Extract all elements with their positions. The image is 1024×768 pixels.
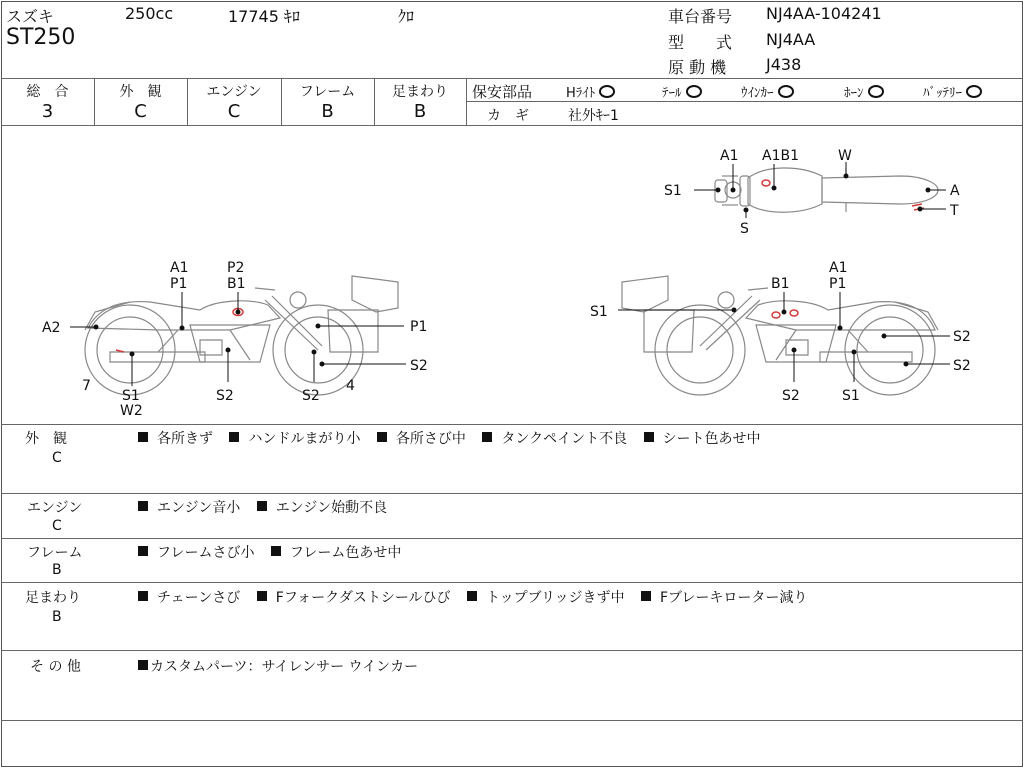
bullet-icon — [467, 591, 477, 601]
grade-frame-label: フレーム — [299, 84, 356, 100]
diagram-label: S1 — [664, 183, 682, 199]
bullet-icon — [257, 591, 267, 601]
note-item — [467, 590, 624, 606]
note-item-text: Fブレーキローター減り — [659, 590, 808, 606]
diagram-label: W — [838, 148, 852, 164]
note-item-text: フレーム色あせ中 — [289, 545, 402, 561]
grade-suspension: B — [413, 101, 427, 122]
safety-item-label: ﾊﾞｯﾃﾘｰ — [923, 86, 962, 101]
bullet-icon — [641, 591, 651, 601]
divider — [1, 493, 1022, 494]
diagram-label: A — [950, 183, 960, 199]
note-item — [644, 431, 761, 447]
divider — [1, 538, 1022, 539]
note-item-text: トップブリッジきず中 — [486, 590, 625, 606]
bullet-icon — [138, 660, 148, 670]
diagram-label: A1 — [829, 260, 848, 276]
note-grade: B — [52, 562, 62, 578]
note-item — [138, 545, 254, 561]
note-item — [377, 431, 466, 447]
model-name: ST250 — [6, 25, 76, 50]
note-grade: C — [52, 450, 62, 466]
note-item-text: エンジン音小 — [157, 500, 241, 516]
note-item-text: ハンドルまがり小 — [248, 431, 361, 447]
grade-overall: 3 — [41, 101, 54, 122]
key-value: 社外ｷｰ1 — [568, 108, 619, 124]
bullet-icon — [644, 432, 654, 442]
engine-label: 原 動 機 — [668, 58, 727, 77]
diagram-label: S — [740, 221, 749, 237]
diagram-label: S2 — [216, 388, 234, 404]
diagram-label: A2 — [42, 320, 61, 336]
ok-mark-icon — [686, 85, 702, 98]
safety-item-label: ﾎｰﾝ — [844, 86, 864, 101]
ok-mark-icon — [778, 85, 794, 98]
note-item — [257, 590, 451, 606]
diagram-label: S2 — [953, 329, 971, 345]
bullet-icon — [482, 432, 492, 442]
safety-taillight — [662, 82, 702, 101]
diagram-label: P2 — [227, 260, 245, 276]
note-item — [641, 590, 808, 606]
note-items — [138, 428, 773, 448]
bullet-icon — [377, 432, 387, 442]
ok-mark-icon — [599, 85, 615, 98]
note-item-text: カスタムパーツ：サイレンサー ウインカー — [150, 659, 419, 675]
diagram-label: S1 — [590, 304, 608, 320]
diagram-label: B1 — [771, 276, 790, 292]
key-label: カ ギ — [487, 108, 529, 124]
divider — [1, 650, 1022, 651]
ok-mark-icon — [868, 85, 884, 98]
note-item-text: 各所きず — [157, 431, 213, 447]
divider — [1, 78, 1022, 79]
diagram-label: P1 — [170, 276, 188, 292]
divider — [466, 78, 467, 125]
diagram-label: A1 — [170, 260, 189, 276]
bullet-icon — [138, 501, 148, 511]
safety-battery — [923, 82, 982, 101]
note-item — [138, 659, 418, 675]
bullet-icon — [138, 591, 148, 601]
note-item-text: エンジン始動不良 — [275, 500, 388, 516]
grade-exterior: C — [134, 101, 147, 122]
note-item-text: タンクペイント不良 — [501, 431, 628, 447]
bike-top-view — [715, 168, 938, 212]
note-items — [138, 497, 399, 517]
note-items — [138, 587, 819, 607]
divider — [1, 720, 1022, 721]
safety-item-label: Hﾗｲﾄ — [566, 86, 596, 101]
grade-exterior-label: 外 観 — [119, 84, 162, 100]
note-item-text: Fフォークダストシールひび — [275, 590, 451, 606]
diagram-label: S2 — [782, 388, 800, 404]
safety-headlight — [566, 82, 615, 101]
note-item-text: 各所さび中 — [395, 431, 466, 447]
safety-item-label: ｳｲﾝｶｰ — [741, 86, 774, 101]
note-item — [271, 545, 401, 561]
note-grade: B — [52, 609, 62, 625]
frame-no: NJ4AA-104241 — [766, 4, 882, 23]
safety-horn — [844, 82, 884, 101]
note-item — [138, 590, 240, 606]
note-item — [138, 431, 213, 447]
color: ｸﾛ — [398, 7, 415, 26]
diagram-label: P1 — [410, 319, 428, 335]
safety-item-label: ﾃｰﾙ — [662, 86, 682, 101]
diagram-label: S1 — [122, 388, 140, 404]
bullet-icon — [229, 432, 239, 442]
note-label: フレーム — [27, 545, 83, 561]
diagram-label: P1 — [829, 276, 847, 292]
bullet-icon — [138, 546, 148, 556]
diagram-label: S2 — [410, 358, 428, 374]
safety-label: 保安部品 — [472, 83, 533, 101]
note-item-text: シート色あせ中 — [662, 431, 761, 447]
type-value: NJ4AA — [766, 30, 816, 49]
divider — [1, 582, 1022, 583]
diagram-label: T — [950, 203, 959, 219]
grade-engine: C — [227, 101, 241, 122]
diagram-label: S1 — [842, 388, 860, 404]
diagram-label: W2 — [120, 403, 143, 419]
note-label: 足まわり — [25, 590, 81, 606]
ok-mark-icon — [966, 85, 982, 98]
diagram-label: S2 — [302, 388, 320, 404]
note-items — [138, 542, 413, 562]
note-label: エンジン — [27, 500, 83, 516]
note-item — [229, 431, 360, 447]
engine-value: J438 — [766, 55, 802, 74]
diagram-label: A1B1 — [762, 148, 799, 164]
diagram-label: B1 — [227, 276, 246, 292]
mileage: 17745 ｷﾛ — [228, 7, 300, 26]
note-item-text: チェーンさび — [157, 590, 241, 606]
frame-no-label: 車台番号 — [668, 7, 733, 26]
bullet-icon — [257, 501, 267, 511]
grade-suspension-label: 足まわり — [392, 84, 448, 100]
grade-frame: B — [321, 101, 334, 122]
grade-engine-label: エンジン — [206, 84, 262, 100]
damage-diagram — [0, 126, 1022, 424]
note-item-text: フレームさび小 — [157, 545, 255, 561]
note-item — [482, 431, 627, 447]
divider — [1, 424, 1022, 425]
note-label: そ の 他 — [30, 659, 81, 675]
note-label: 外 観 — [25, 431, 67, 447]
divider — [466, 101, 1022, 102]
maker: スズキ — [6, 7, 55, 26]
displacement: 250cc — [125, 4, 174, 23]
note-item — [138, 500, 240, 516]
note-items — [138, 656, 430, 676]
note-item — [257, 500, 387, 516]
diagram-label: 7 — [82, 378, 91, 394]
bullet-icon — [271, 546, 281, 556]
safety-winker — [741, 82, 794, 101]
bullet-icon — [138, 432, 148, 442]
diagram-label: S2 — [953, 358, 971, 374]
diagram-label: A1 — [720, 148, 739, 164]
diagram-label: 4 — [346, 378, 355, 394]
note-grade: C — [52, 518, 62, 534]
grade-overall-label: 総 合 — [26, 84, 69, 100]
type-label: 型 式 — [668, 33, 733, 52]
